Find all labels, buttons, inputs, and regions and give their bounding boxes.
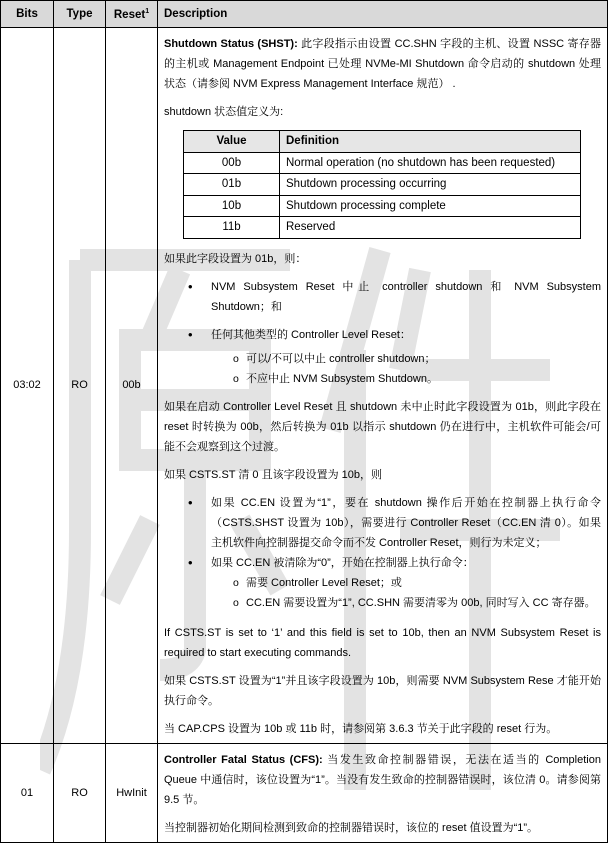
cfs-description-cell <box>158 743 608 842</box>
value-cell: 11b <box>184 217 280 239</box>
sub-bullet-text: 不应中止 NVM Subsystem Shutdown。 <box>246 372 438 385</box>
value-cell: 00b <box>184 152 280 174</box>
definition-cell: Normal operation (no shutdown has been requested) <box>280 152 581 174</box>
bullet-item <box>164 325 601 389</box>
sub-bullet-list <box>211 573 601 613</box>
footnote-marker: 1 <box>145 7 150 15</box>
definition-cell: Reserved <box>280 217 581 239</box>
bullet-list <box>164 277 601 389</box>
definition-cell: Shutdown processing occurring <box>280 174 581 196</box>
bullet-text: 如果 CC.EN 设置为“1”，要在 shutdown 操作后开始在控制器上执行命令（CSTS.SHST 设置为 10b），需要进行 Controller Reset（CC.EN 清 0）。如果主机软件向控制器提交命令而不发 Controller Reset，则行为未定义； <box>211 496 601 549</box>
circle-bullet-icon: o <box>233 352 239 365</box>
circle-bullet-icon: o <box>233 372 239 385</box>
bullet-text: NVM Subsystem Reset 中止 controller shutdown 和 NVM Subsystem Shutdown；和 <box>211 280 601 313</box>
header-type: Type <box>54 1 106 28</box>
field-intro: 当发生致命控制器错误，无法在适当的 Completion Queue 中通信时，该位设置为“1”。当没有发生致命的控制器错误时，该位清 0。请参阅第 9.5 节。 <box>164 753 601 806</box>
table-row <box>184 152 581 174</box>
paragraph: 如果 CSTS.ST 设置为“1”并且该字段设置为 10b，则需要 NVM Subsystem Rese 才能开始执行命令。 <box>164 674 601 707</box>
sub-bullet-text: CC.EN 需要设置为“1”, CC.SHN 需要清零为 00b, 同时写入 CC 寄存器。 <box>246 596 596 609</box>
sub-bullet-item <box>211 349 601 369</box>
header-reset-label: Reset <box>113 8 146 21</box>
col-definition: Definition <box>280 131 581 153</box>
bullet-icon: • <box>188 278 193 294</box>
paragraph: 如果在启动 Controller Level Reset 且 shutdown 未中止时此字段设置为 01b，则此字段在 reset 时转换为 00b，然后转换为 01b 以指示 shutdown 仍在进行中，主机软件可能会/可能不会观察到这个过渡。 <box>164 400 601 453</box>
header-description: Description <box>158 1 608 28</box>
reset-cell: 00b <box>106 28 158 744</box>
bullet-icon: • <box>188 554 193 570</box>
sub-bullet-list <box>211 349 601 389</box>
sub-bullet-item <box>211 369 601 389</box>
table-row <box>184 174 581 196</box>
bullet-list <box>164 493 601 613</box>
bits-cell: 03:02 <box>1 28 54 744</box>
field-title: Shutdown Status (SHST): <box>164 38 298 50</box>
bullet-item <box>164 553 601 613</box>
sub-bullet-text: 可以/不可以中止 controller shutdown； <box>246 352 436 365</box>
shst-description <box>164 34 601 94</box>
header-bits: Bits <box>1 1 54 28</box>
bullet-item <box>164 493 601 553</box>
table-row <box>184 217 581 239</box>
paragraph: 如果此字段设置为 01b，则： <box>164 252 307 265</box>
values-label: shutdown 状态值定义为: <box>164 106 284 118</box>
paragraph: 当控制器初始化期间检测到致命的控制器错误时，该位的 reset 值设置为“1”。 <box>164 821 539 834</box>
circle-bullet-icon: o <box>233 596 239 609</box>
type-cell: RO <box>54 743 106 842</box>
shst-description-cell <box>158 28 608 744</box>
register-row <box>1 28 608 744</box>
paragraph: 当 CAP.CPS 设置为 10b 或 11b 时，请参阅第 3.6.3 节关于此字段的 reset 行为。 <box>164 722 558 735</box>
field-intro: 此字段指示由设置 CC.SHN 字段的主机、设置 NSSC 寄存器的主机或 Management Endpoint 已处理 NVMe-MI Shutdown 命令启动的 shutdown 处理状态（请参阅 NVM Express Management Interface 规范） . <box>164 38 601 90</box>
col-value: Value <box>184 131 280 153</box>
sub-bullet-item <box>211 593 601 613</box>
register-row <box>1 743 608 842</box>
bullet-icon: • <box>188 494 193 510</box>
value-cell: 01b <box>184 174 280 196</box>
header-reset <box>106 1 158 28</box>
value-cell: 10b <box>184 195 280 217</box>
definition-cell: Shutdown processing complete <box>280 195 581 217</box>
bullet-item <box>164 277 601 317</box>
bullet-icon: • <box>188 326 193 342</box>
bits-cell: 01 <box>1 743 54 842</box>
reset-cell: HwInit <box>106 743 158 842</box>
sub-bullet-text: 需要 Controller Level Reset；或 <box>246 576 402 589</box>
sub-bullet-item <box>211 573 601 593</box>
type-cell: RO <box>54 28 106 744</box>
table-row <box>184 195 581 217</box>
cfs-description <box>164 750 601 810</box>
paragraph: 如果 CSTS.ST 清 0 且该字段设置为 10b，则 <box>164 468 383 481</box>
bullet-text: 任何其他类型的 Controller Level Reset： <box>211 328 411 341</box>
field-title: Controller Fatal Status (CFS): <box>164 753 323 766</box>
shst-values-table <box>183 130 581 239</box>
bullet-text: 如果 CC.EN 被清除为“0”，开始在控制器上执行命令： <box>211 556 474 569</box>
circle-bullet-icon: o <box>233 576 239 589</box>
paragraph-english: If CSTS.ST is set to ‘1’ and this field is set to 10b, then an NVM Subsystem Reset is required to start executing commands. <box>164 626 601 659</box>
